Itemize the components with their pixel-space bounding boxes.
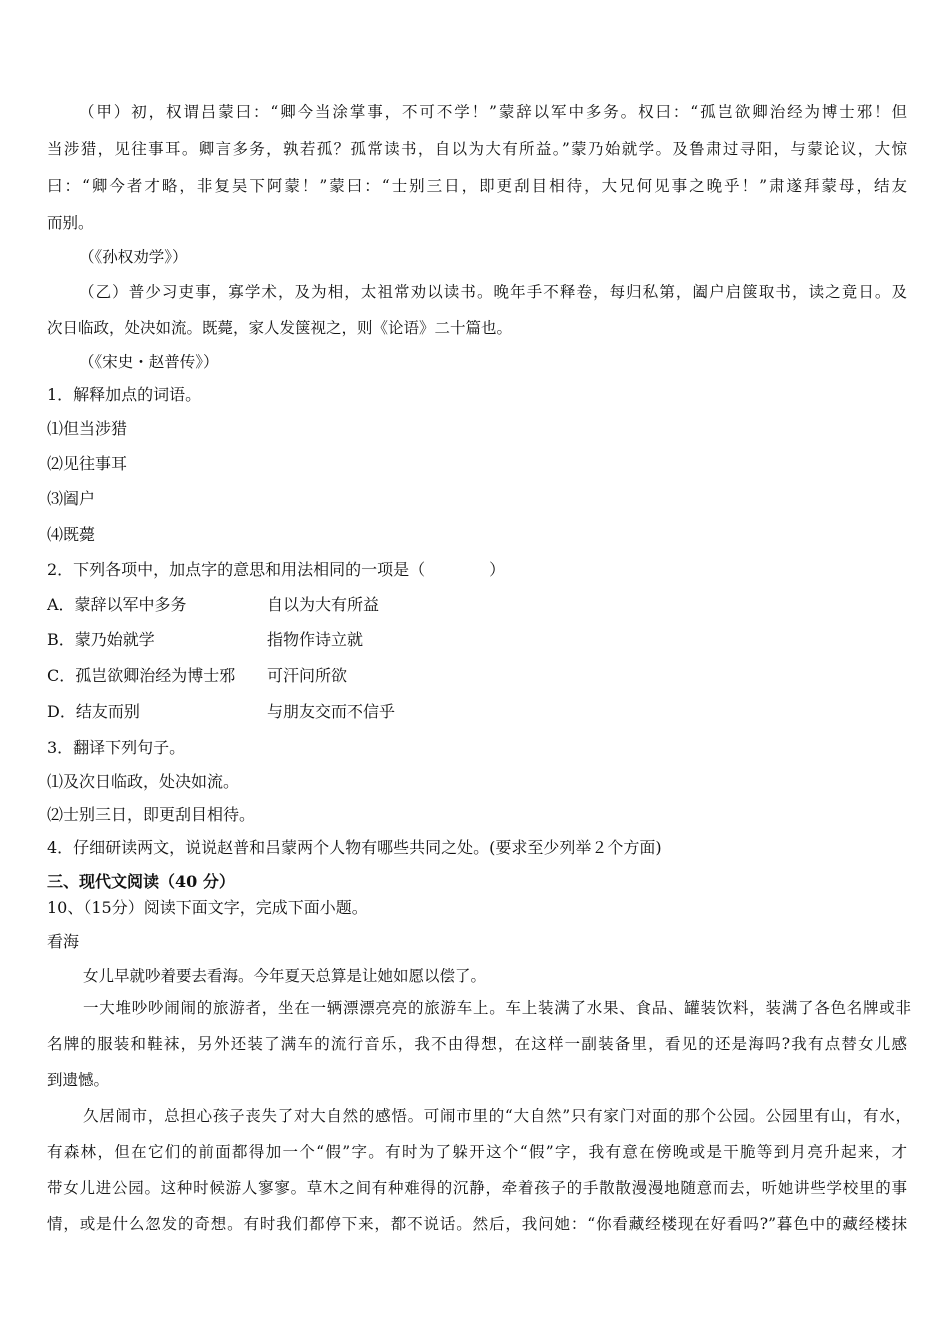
question-1-item: ⑶阖户 xyxy=(47,489,96,508)
question-4-stem: 4．仔细研读两文，说说赵普和吕蒙两个人物有哪些共同之处。(要求至少列举２个方面) xyxy=(47,838,662,857)
passage-jia-line: 曰：“卿今者才略，非复吴下阿蒙！”蒙曰：“士别三日，即更刮目相待，大兄何见事之晚乎！”肃遂拜蒙母，结友 xyxy=(47,177,907,195)
passage-yi-line: （乙）普少习吏事，寡学术，及为相，太祖常劝以读书。晚年手不释卷，每归私第，阖户启箧取书，读之竟日。及 xyxy=(79,283,907,301)
article-paragraph-line: 到遗憾。 xyxy=(47,1071,110,1089)
option-right: 自以为大有所益 xyxy=(267,595,380,614)
question-1-stem: 1．解释加点的词语。 xyxy=(47,385,202,404)
article-paragraph-line: 带女儿进公园。这种时候游人寥寥。草木之间有种难得的沉静，牵着孩子的手散散漫漫地随意而去，听她讲些学校里的事 xyxy=(47,1179,907,1197)
article-paragraph-line: 女儿早就吵着要去看海。今年夏天总算是让她如愿以偿了。 xyxy=(83,967,487,985)
question-10-stem: 10、（15分）阅读下面文字，完成下面小题。 xyxy=(47,898,368,917)
article-paragraph-line: 名牌的服装和鞋袜，另外还装了满车的流行音乐，我不由得想，在这样一副装备里，看见的还是海吗?我有点替女儿感 xyxy=(47,1035,907,1053)
question-3-stem: 3．翻译下列句子。 xyxy=(47,738,186,757)
question-1-item: ⑴但当涉猎 xyxy=(47,419,128,438)
passage-jia-line: 而别。 xyxy=(47,214,94,232)
question-1-item: ⑵见往事耳 xyxy=(47,454,128,473)
option-left: A．蒙辞以军中多务 xyxy=(47,595,187,614)
passage-jia-source: （《孙权劝学》） xyxy=(79,248,188,266)
option-right: 与朋友交而不信乎 xyxy=(267,702,396,721)
article-paragraph-line: 有森林，但在它们的前面都得加一个“假”字。有时为了躲开这个“假”字，我有意在傍晚或是干脆等到月亮升起来，才 xyxy=(47,1143,907,1161)
article-paragraph-line: 久居闹市，总担心孩子丧失了对大自然的感悟。可闹市里的“大自然”只有家门对面的那个公园。公园里有山，有水， xyxy=(83,1107,911,1125)
article-paragraph-line: 情，或是什么忽发的奇想。有时我们都停下来，都不说话。然后，我问她：“你看藏经楼现在好看吗?”暮色中的藏经楼抹 xyxy=(47,1215,907,1233)
passage-jia-line: 当涉猎，见往事耳。卿言多务，孰若孤？孤常读书，自以为大有所益。”蒙乃始就学。及鲁肃过寻阳，与蒙论议，大惊 xyxy=(47,140,907,158)
question-2-stem: 2．下列各项中，加点字的意思和用法相同的一项是（ ） xyxy=(47,560,506,579)
option-left: C．孤岂欲卿治经为博士邪 xyxy=(47,666,236,685)
option-right: 可汗问所欲 xyxy=(267,666,348,685)
section-heading: 三、现代文阅读（40 分） xyxy=(47,872,235,891)
question-3-item: ⑵士别三日，即更刮目相待。 xyxy=(47,805,256,824)
article-paragraph-line: 一大堆吵吵闹闹的旅游者，坐在一辆漂漂亮亮的旅游车上。车上装满了水果、食品、罐装饮料，装满了各色名牌或非 xyxy=(83,999,911,1017)
option-left: D．结友而别 xyxy=(47,702,140,721)
question-1-item: ⑷既薨 xyxy=(47,525,96,544)
passage-yi-line: 次日临政，处决如流。既薨，家人发箧视之，则《论语》二十篇也。 xyxy=(47,319,513,337)
option-right: 指物作诗立就 xyxy=(267,630,364,649)
article-title: 看海 xyxy=(47,932,80,951)
question-3-item: ⑴及次日临政，处决如流。 xyxy=(47,772,240,791)
passage-jia-line: （甲）初，权谓吕蒙曰：“卿今当涂掌事，不可不学！”蒙辞以军中多务。权曰：“孤岂欲卿治经为博士邪！但 xyxy=(79,103,907,121)
passage-yi-source: （《宋史・赵普传》） xyxy=(79,353,219,371)
option-left: B．蒙乃始就学 xyxy=(47,630,155,649)
